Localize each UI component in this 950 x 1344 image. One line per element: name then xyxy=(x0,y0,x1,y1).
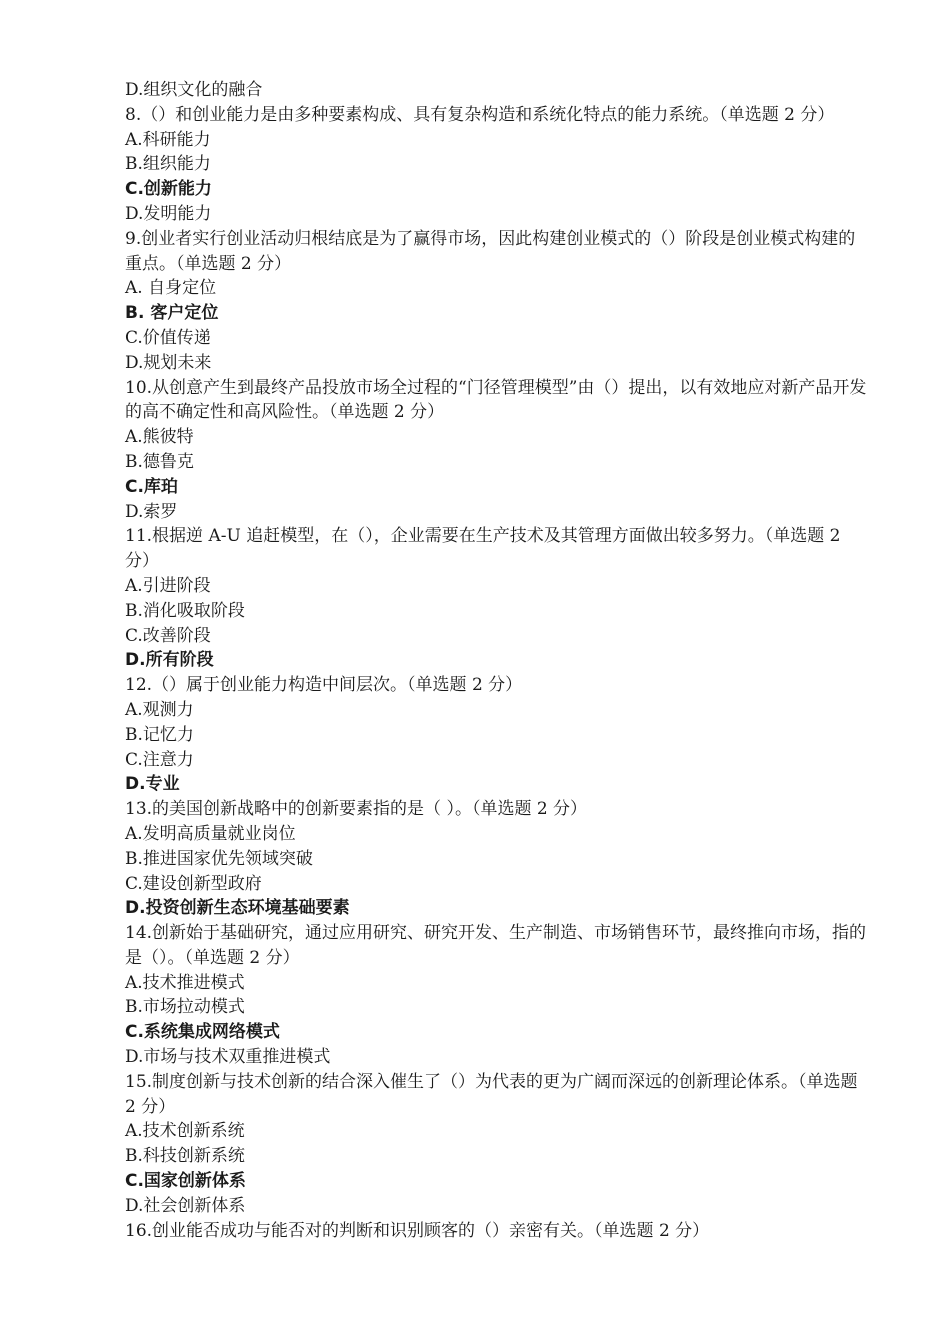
answer-option: B.记忆力 xyxy=(125,724,194,745)
answer-option: B.组织能力 xyxy=(125,154,211,175)
answer-option: D.发明能力 xyxy=(125,203,212,224)
answer-option: A.技术推进模式 xyxy=(125,972,245,993)
correct-answer-option: C.系统集成网络模式 xyxy=(125,1022,280,1043)
answer-option: B.德鲁克 xyxy=(125,451,194,472)
answer-option: B.推进国家优先领域突破 xyxy=(125,848,313,869)
answer-option: A.技术创新系统 xyxy=(125,1121,245,1142)
question-text: 10.从创意产生到最终产品投放市场全过程的“门径管理模型”由（）提出，以有效地应对新产品开发的高不确定性和高风险性。（单选题 2 分） xyxy=(125,377,867,423)
answer-option: A.发明高质量就业岗位 xyxy=(125,823,296,844)
answer-option: C.价值传递 xyxy=(125,327,211,348)
question-text: 16.创业能否成功与能否对的判断和识别顾客的（）亲密有关。（单选题 2 分） xyxy=(125,1220,710,1241)
answer-option: D.组织文化的融合 xyxy=(125,80,263,100)
question-text: 9.创业者实行创业活动归根结底是为了赢得市场，因此构建创业模式的（）阶段是创业模式构建的重点。（单选题 2 分） xyxy=(125,228,856,274)
correct-answer-option: C.国家创新体系 xyxy=(125,1171,246,1192)
answer-option: D.规划未来 xyxy=(125,352,212,373)
question-text: 8.（）和创业能力是由多种要素构成、具有复杂构造和系统化特点的能力系统。（单选题 2 分） xyxy=(125,104,835,125)
question-text: 12.（）属于创业能力构造中间层次。（单选题 2 分） xyxy=(125,675,523,696)
answer-option: A.科研能力 xyxy=(125,129,211,150)
answer-option: B.消化吸取阶段 xyxy=(125,600,245,621)
correct-answer-option: D.专业 xyxy=(125,774,180,795)
answer-option: D.索罗 xyxy=(125,501,178,522)
question-text: 15.制度创新与技术创新的结合深入催生了（）为代表的更为广阔而深远的创新理论体系。（单选题 2 分） xyxy=(125,1071,863,1117)
answer-option: C.建设创新型政府 xyxy=(125,873,262,894)
question-text: 14.创新始于基础研究，通过应用研究、研究开发、生产制造、市场销售环节，最终推向市场，指的是（）。（单选题 2 分） xyxy=(125,923,867,968)
answer-option: D.市场与技术双重推进模式 xyxy=(125,1047,331,1068)
answer-option: B.市场拉动模式 xyxy=(125,997,245,1018)
question-text: 11.根据逆 A-U 追赶模型，在（），企业需要在生产技术及其管理方面做出较多努力。（单选题 2 分） xyxy=(125,526,846,572)
answer-option: A.观测力 xyxy=(125,699,194,720)
correct-answer-option: C.创新能力 xyxy=(125,179,212,200)
correct-answer-option: B. 客户定位 xyxy=(125,303,219,324)
answer-option: A. 自身定位 xyxy=(125,278,217,299)
answer-option: A.引进阶段 xyxy=(125,575,211,596)
document-page xyxy=(125,78,870,1243)
question-text: 13.的美国创新战略中的创新要素指的是（ ）。（单选题 2 分） xyxy=(125,799,588,820)
answer-option: C.改善阶段 xyxy=(125,625,211,646)
answer-option: A.熊彼特 xyxy=(125,427,194,448)
answer-option: D.社会创新体系 xyxy=(125,1195,246,1216)
answer-option: B.科技创新系统 xyxy=(125,1146,245,1167)
answer-option: C.注意力 xyxy=(125,749,194,770)
correct-answer-option: D.投资创新生态环境基础要素 xyxy=(125,898,350,919)
correct-answer-option: C.库珀 xyxy=(125,476,178,497)
correct-answer-option: D.所有阶段 xyxy=(125,650,214,671)
